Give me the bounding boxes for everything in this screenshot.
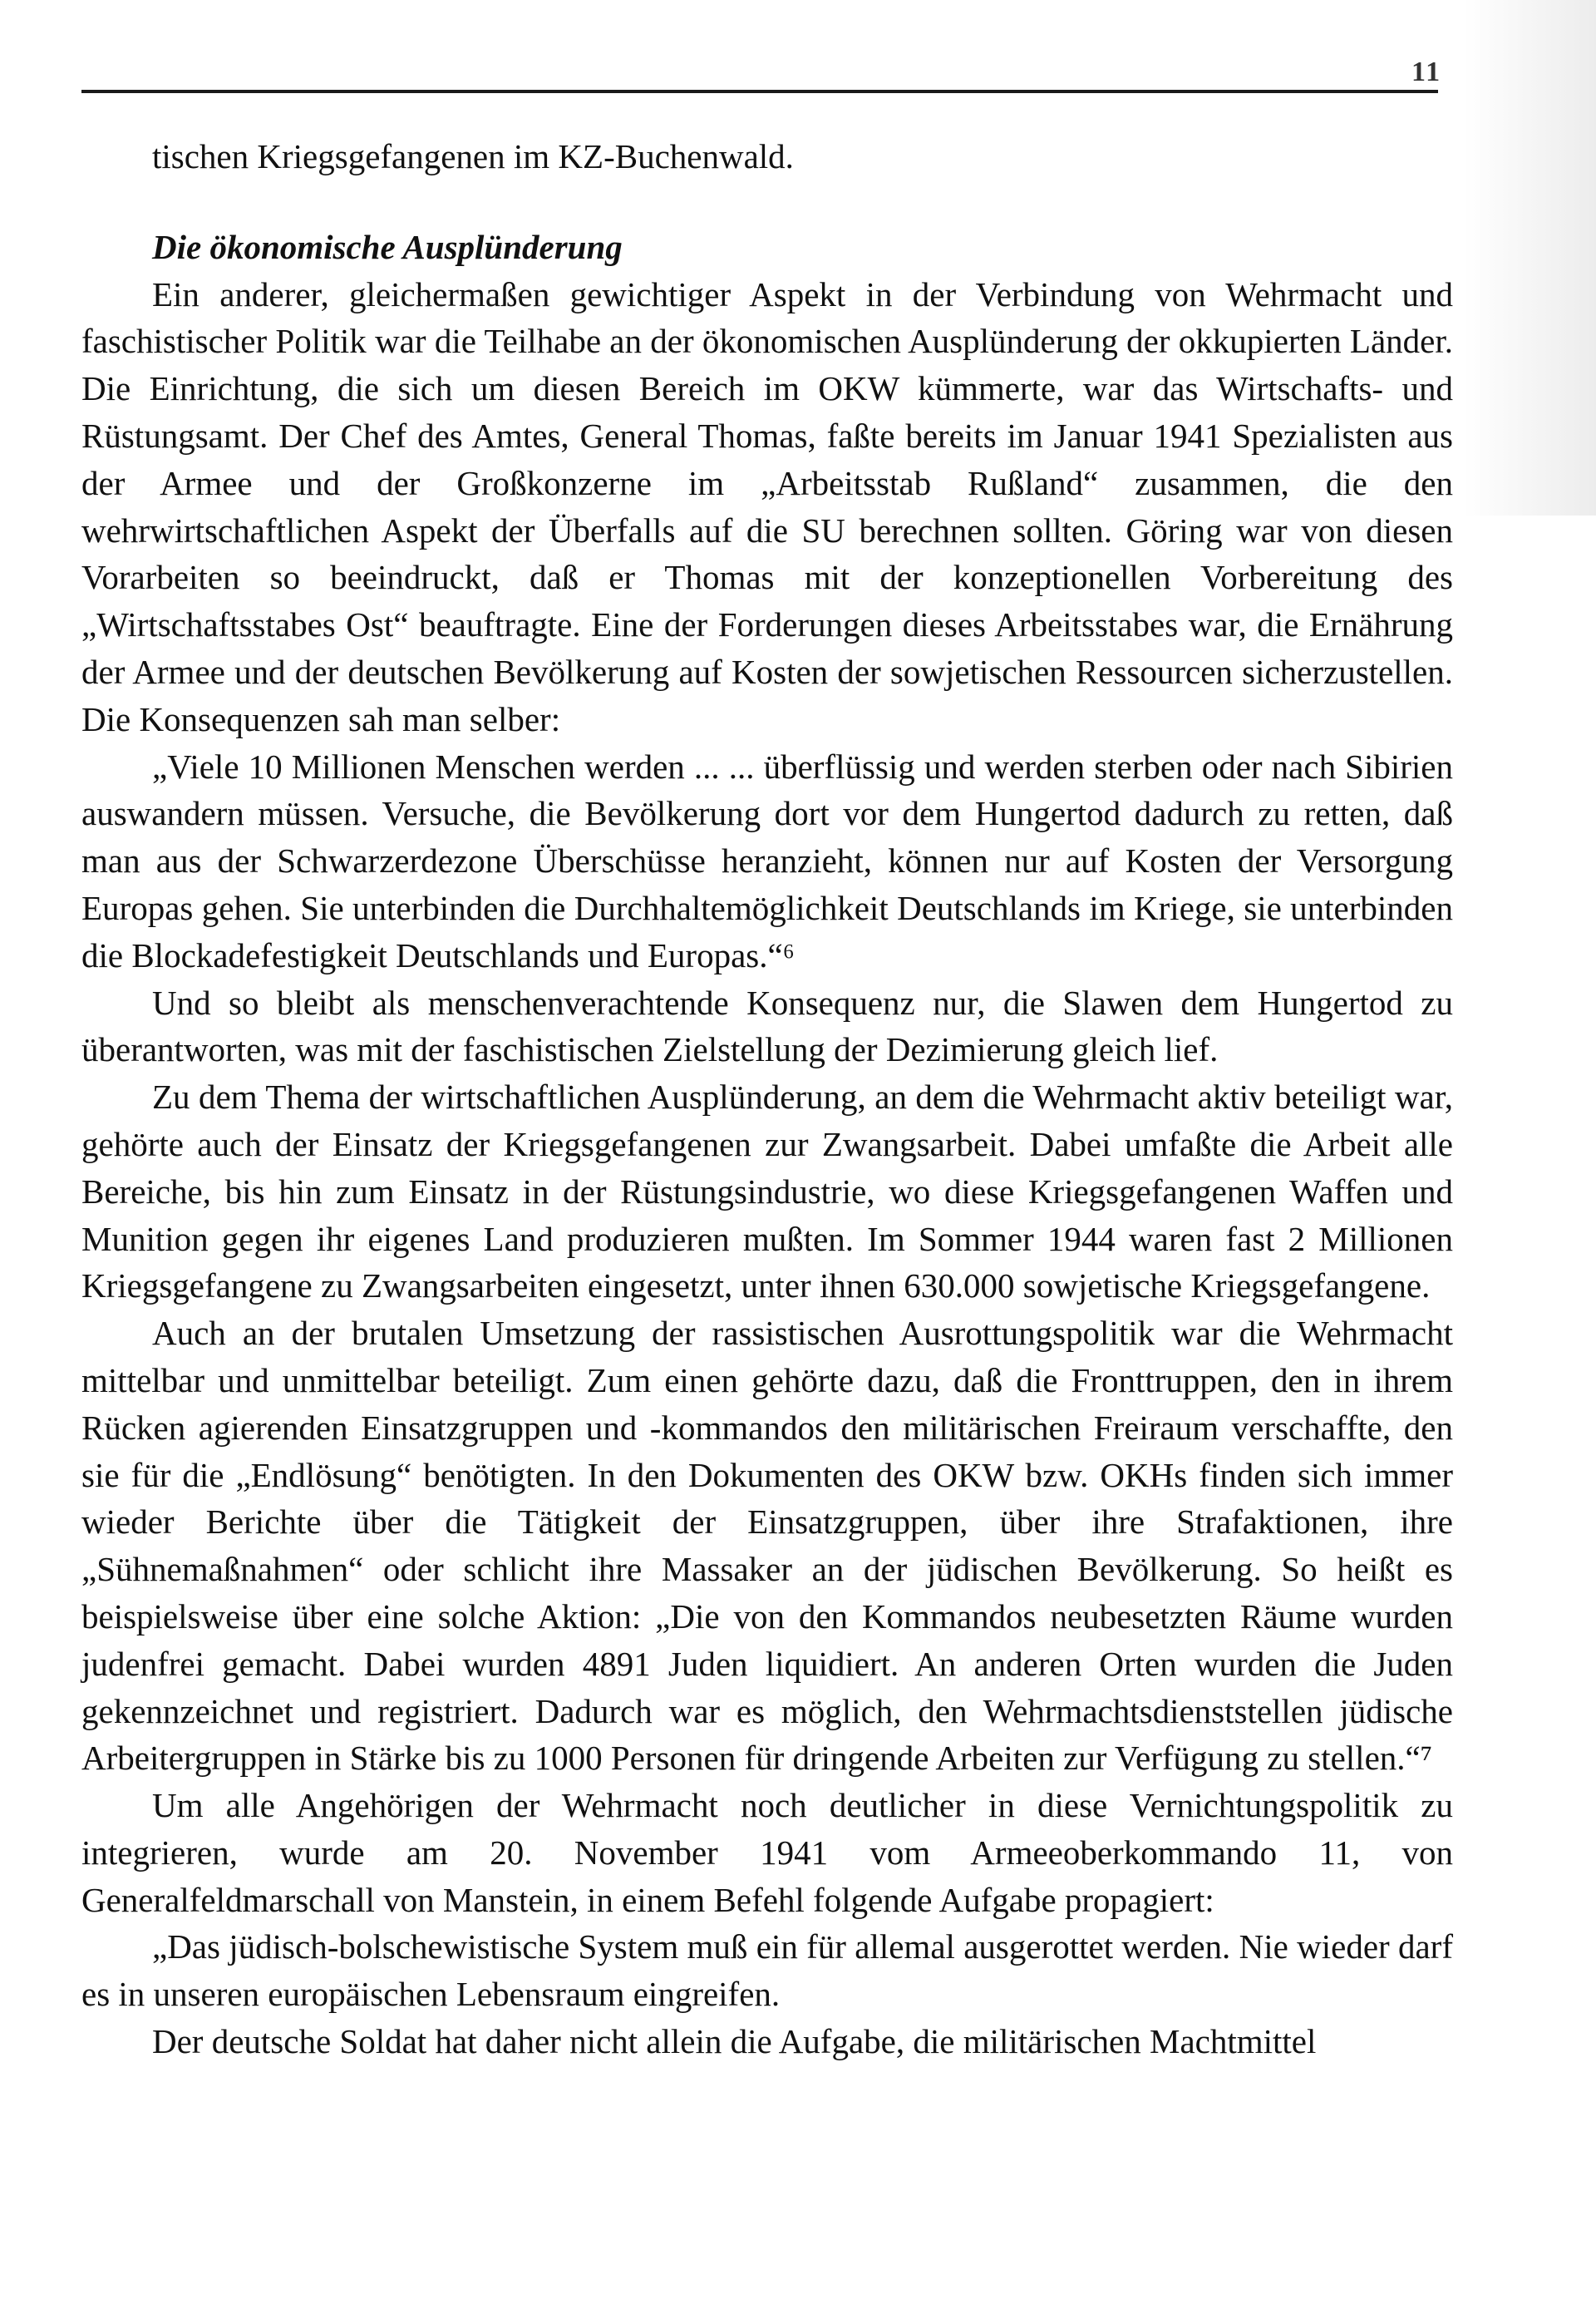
paragraph: Auch an der brutalen Umsetzung der rassistischen Ausrottungspolitik war die Wehrmacht mittelbar und unmittelbar beteiligt. Zum einen gehörte dazu, daß die Fronttruppen, den in ihrem Rücken agierenden Einsatzgruppen und -kommandos den militärischen Freiraum verschaffte, den sie für die „Endlösung“ benötigten. In den Dokumenten des OKW bzw. OKHs finden sich immer wieder Berichte über die Tätigkeit der Einsatzgruppen, über ihre Strafaktionen, ihre „Sühnemaßnahmen“ oder schlicht ihre Massaker an der jüdischen Bevölkerung. So heißt es beispielsweise über eine solche Aktion: „Die von den Kommandos neubesetzten Räume wurden judenfrei gemacht. Dabei wurden 4891 Juden liquidiert. An anderen Orten wurden die Juden gekennzeichnet und registriert. Dadurch war es möglich, den Wehrmachtsdienststellen jüdische Arbeitergruppen in Stärke bis zu 1000 Personen für dringende Arbeiten zur Verfügung zu stellen.“⁷ — [81, 1314, 1453, 1778]
quote-paragraph: „Viele 10 Millionen Menschen werden ... ... überflüssig und werden sterben oder nach Sibirien auswandern müssen. Versuche, die Bevölkerung dort vor dem Hungertod dadurch zu retten, daß man aus der Schwarzerdezone Überschüsse heranzieht, können nur auf Kosten der Versorgung Europas gehen. Sie unterbinden die Durchhaltemöglichkeit Deutschlands im Kriege, sie unterbinden die Blockadefestigkeit Deutschlands und Europas.“⁶ — [81, 747, 1453, 974]
paragraph: Ein anderer, gleichermaßen gewichtiger Aspekt in der Verbindung von Wehrmacht und faschistischer Politik war die Teilhabe an der ökonomischen Ausplünderung der okkupierten Länder. Die Einrichtung, die sich um diesen Bereich im OKW kümmerte, war das Wirtschafts- und Rüstungsamt. Der Chef des Amtes, General Thomas, faßte bereits im Januar 1941 Spezialisten aus der Armee und der Großkonzerne im „Arbeitsstab Rußland“ zusammen, die den wehrwirtschaftlichen Aspekt der Überfalls auf die SU berechnen sollten. Göring war von diesen Vorarbeiten so beeindruckt, daß er Thomas mit der konzeptionellen Vorbereitung des „Wirtschaftsstabes Ost“ beauftragte. Eine der Forderungen dieses Arbeitsstabes war, die Ernährung der Armee und der deutschen Bevölkerung auf Kosten der sowjetischen Ressourcen sicherzustellen. Die Konsequenzen sah man selber: — [81, 274, 1453, 738]
section-heading: Die ökonomische Ausplünderung — [152, 227, 623, 266]
page-number: 11 — [1411, 57, 1442, 87]
paragraph: Zu dem Thema der wirtschaftlichen Ausplünderung, an dem die Wehrmacht aktiv beteiligt war, gehörte auch der Einsatz der Kriegsgefangenen zur Zwangsarbeit. Dabei umfaßte die Arbeit alle Bereiche, bis hin zum Einsatz in der Rüstungsindustrie, wo diese Kriegsgefangenen Waffen und Munition gegen ihr eigenes Land produzieren mußten. Im Sommer 1944 waren fast 2 Millionen Kriegsgefangene zu Zwangsarbeiten eingesetzt, unter ihnen 630.000 sowjetische Kriegsgefangene. — [81, 1078, 1453, 1305]
quote-paragraph: „Das jüdisch-bolschewistische System muß ein für allemal ausgerottet werden. Nie wieder darf es in unseren europäischen Lebensraum eingreifen. — [81, 1927, 1453, 2014]
paragraph: Der deutsche Soldat hat daher nicht allein die Aufgabe, die militärischen Machtmittel — [152, 2022, 1317, 2061]
body-text — [81, 133, 1453, 2065]
paragraph: Und so bleibt als menschenverachtende Konsequenz nur, die Slawen dem Hungertod zu überantworten, was mit der faschistischen Zielstellung der Dezimierung gleich lief. — [81, 983, 1453, 1069]
continuation-line: tischen Kriegsgefangenen im KZ-Buchenwald. — [152, 137, 794, 175]
scan-artifact — [1463, 0, 1596, 516]
header-rule — [81, 90, 1438, 93]
paragraph: Um alle Angehörigen der Wehrmacht noch deutlicher in diese Vernichtungspolitik zu integrieren, wurde am 20. November 1941 vom Armeeoberkommando 11, von Generalfeldmarschall von Manstein, in einem Befehl folgende Aufgabe propagiert: — [81, 1786, 1453, 1919]
